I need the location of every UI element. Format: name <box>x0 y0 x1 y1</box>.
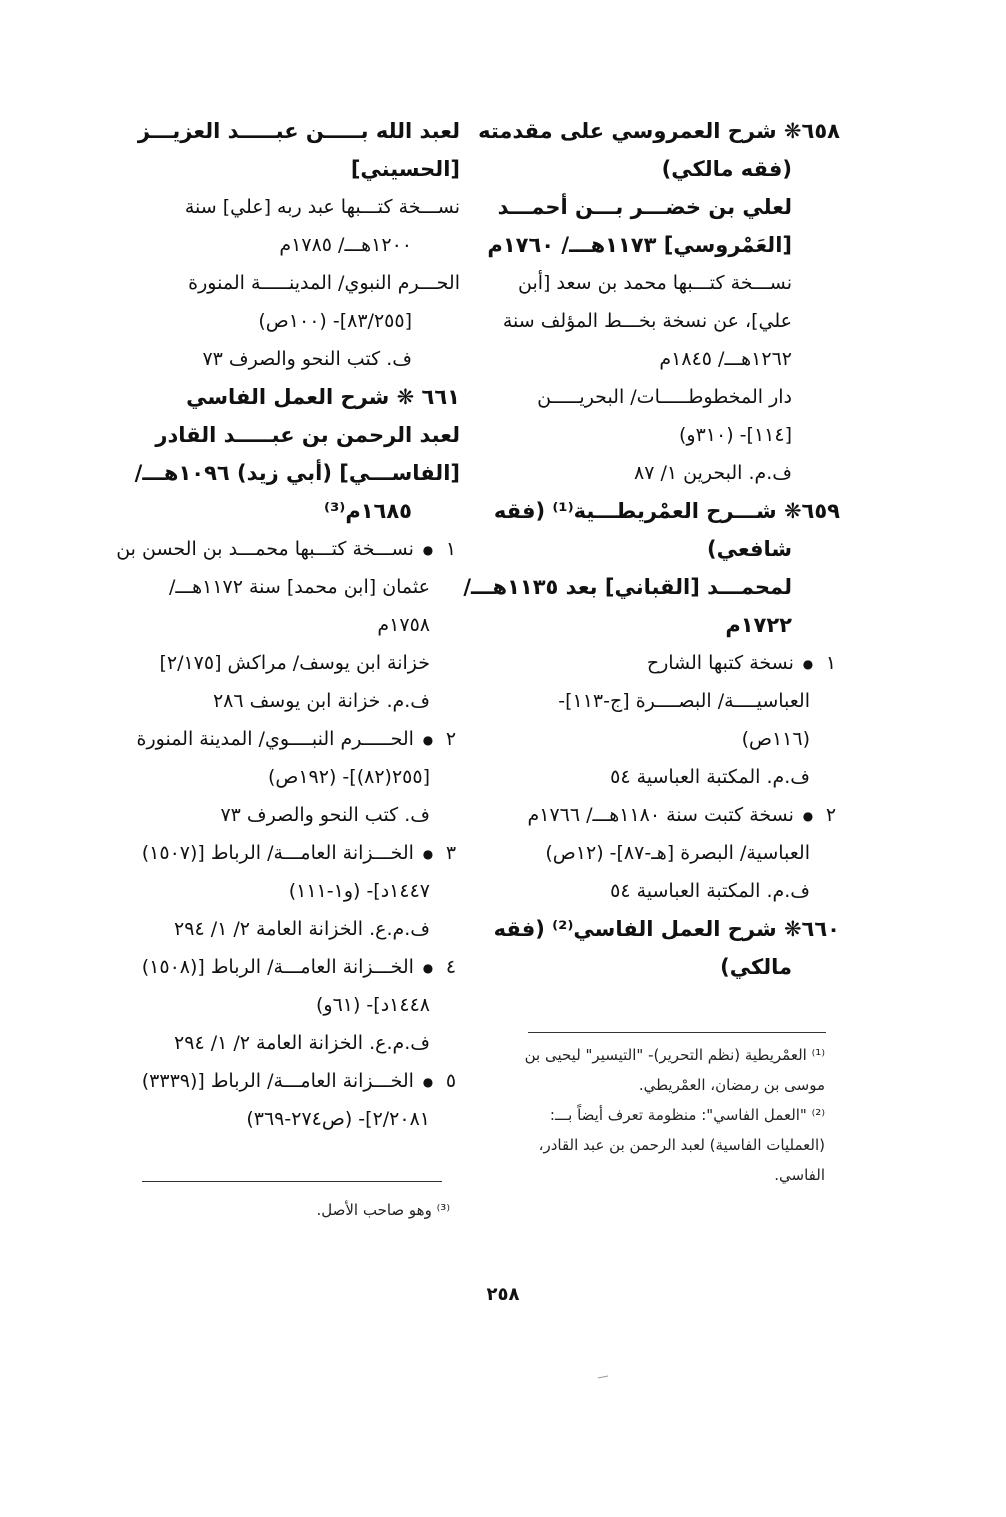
entry-659-copy-2-catalog-ref: ف.م. المكتبة العباسية ٥٤ <box>610 880 810 902</box>
entry-659-subject: شافعي) <box>707 537 792 561</box>
entry-659-copy-1-catalog-ref: ف.م. المكتبة العباسية ٥٤ <box>610 766 810 788</box>
footnote-2-cont: الفاسي. <box>774 1166 825 1184</box>
entry-661-copy-1-date: ١٧٥٨م <box>377 614 430 636</box>
entry-661-copy-2-shelfmark: [٢٥٥(٨٢)]- (١٩٢ص) <box>267 766 430 788</box>
entry-658-library: دار المخطوطـــــات/ البحريـــــن <box>537 386 792 408</box>
copy-number: ٢ <box>445 728 457 750</box>
entry-658-author: لعلي بن خضـــر بـــن أحمـــد <box>497 195 792 219</box>
entry-661-author-date-ad: ١٦٨٥م⁽³⁾ <box>324 499 412 523</box>
copy-text: الخـــزانة العامـــة/ الرباط [(١٥٠٧) <box>141 842 414 864</box>
scan-speck-mark <box>598 1375 608 1379</box>
entry-659-title: ٦٥٩❋ شـــرح العمْريطـــية⁽¹⁾ (فقه <box>493 499 840 523</box>
entry-661-copy-3-catalog-ref: ف.م.ع. الخزانة العامة ٢/ ١/ ٢٩٤ <box>174 918 430 940</box>
entry-661-copy-4-shelfmark: ١٤٤٨د]- (٦١و) <box>315 994 430 1016</box>
bullet-icon: ● <box>422 732 434 747</box>
entry-658-title: ٦٥٨❋ شرح العمروسي على مقدمته <box>478 119 840 143</box>
entry-659-copy-1-library: العباسيــــة/ البصــــرة [ج-١١٣]- <box>558 690 810 712</box>
entry-661-copy-5 <box>110 1062 460 1100</box>
entry-658-catalog-ref: ف.م. البحرين ١/ ٨٧ <box>633 462 792 484</box>
entry-660-copy-date: ١٢٠٠هـــ/ ١٧٨٥م <box>279 234 412 256</box>
footnote-divider <box>142 1181 442 1182</box>
entry-661-copy-2-catalog-ref: ف. كتب النحو والصرف ٧٣ <box>220 804 430 826</box>
copy-number: ٥ <box>445 1070 457 1092</box>
bullet-icon: ● <box>422 1074 434 1089</box>
entry-659-copy-1-shelfmark: (١١٦ص) <box>741 728 810 750</box>
entry-661-title: ٦٦١ ❋ شرح العمل الفاسي <box>186 385 460 409</box>
copy-text: الحـــــرم النبــــوي/ المدينة المنورة <box>136 728 414 750</box>
page-number: ٢٥٨ <box>486 1284 520 1305</box>
copy-number: ٢ <box>825 804 837 826</box>
entry-660-copy-line: نســـخة كتـــبها عبد ربه [علي] سنة <box>184 196 460 218</box>
entry-659-copy-1 <box>485 644 840 682</box>
left-column <box>110 112 460 1138</box>
footnotes-left <box>120 1195 450 1225</box>
entry-658-copy-line: نســـخة كتـــبها محمد بن سعد [أبن <box>518 272 792 294</box>
copy-text: نســـخة كتـــبها محمـــد بن الحسن بن <box>116 538 414 560</box>
entry-660-catalog-ref: ف. كتب النحو والصرف ٧٣ <box>202 348 412 370</box>
copy-text: نسخة كتبت سنة ١١٨٠هـــ/ ١٧٦٦م <box>527 804 794 826</box>
entry-661-copy-2 <box>110 720 460 758</box>
entry-661-author: لعبد الرحمن بن عبـــــد القادر <box>155 423 460 447</box>
copy-number: ١ <box>825 652 837 674</box>
entry-658-copy-date: ١٢٦٢هـــ/ ١٨٤٥م <box>659 348 792 370</box>
right-column <box>463 112 840 986</box>
entry-661-copy-1 <box>110 530 460 568</box>
footnote-3: ⁽³⁾ وهو صاحب الأصل. <box>316 1201 450 1219</box>
footnote-1-cont: موسى بن رمضان، العمْريطي. <box>638 1076 825 1094</box>
footnote-divider <box>528 1032 826 1033</box>
copy-number: ٣ <box>445 842 457 864</box>
entry-661-copy-3-shelfmark: ١٤٤٧د]- (و١-١١١) <box>288 880 430 902</box>
entry-661-copy-1-catalog-ref: ف.م. خزانة ابن يوسف ٢٨٦ <box>212 690 430 712</box>
entry-658-shelfmark: [١١٤]- (٣١٠و) <box>679 424 792 446</box>
copy-text: الخـــزانة العامـــة/ الرباط [(١٥٠٨) <box>141 956 414 978</box>
copy-text: نسخة كتبها الشارح <box>646 652 794 674</box>
entry-661-author-dates: [الفاســـي] (أبي زيد) ١٠٩٦هـــ/ <box>134 461 460 485</box>
entry-659-author: لمحمـــد [القباني] بعد ١١٣٥هـــ/ <box>463 575 792 599</box>
entry-661-copy-4-catalog-ref: ف.م.ع. الخزانة العامة ٢/ ١/ ٢٩٤ <box>174 1032 430 1054</box>
bullet-icon: ● <box>802 656 814 671</box>
entry-661-copy-5-shelfmark: ٢/٢٠٨١]- (ص٢٧٤-٣٦٩) <box>246 1108 430 1130</box>
entry-661-copy-1-library: خزانة ابن يوسف/ مراكش [٢/١٧٥] <box>159 652 430 674</box>
bullet-icon: ● <box>422 542 434 557</box>
entry-660-subject: مالكي) <box>720 955 792 979</box>
entry-658-author-dates: [العَمْروسي] ١١٧٣هـــ/ ١٧٦٠م <box>487 233 792 257</box>
entry-661-copy-3 <box>110 834 460 872</box>
entry-660-library: الحـــرم النبوي/ المدينـــــة المنورة <box>188 272 460 294</box>
entry-660-shelfmark: [٨٣/٢٥٥]- (١٠٠ص) <box>258 310 412 332</box>
bullet-icon: ● <box>422 960 434 975</box>
entry-660-author-nisba: [الحسيني] <box>350 157 460 181</box>
entry-659-copy-2-library: العباسية/ البصرة [هـ-٨٧]- (١٢ص) <box>545 842 810 864</box>
entry-658-copy-line: علي]، عن نسخة بخـــط المؤلف سنة <box>502 310 792 332</box>
footnote-2: ⁽²⁾ "العمل الفاسي": منظومة تعرف أيضاً بـــ: <box>549 1106 825 1124</box>
entry-661-copy-1-line: عثمان [ابن محمد] سنة ١١٧٢هـــ/ <box>168 576 430 598</box>
entry-660-title: ٦٦٠❋ شرح العمل الفاسي⁽²⁾ (فقه <box>493 917 840 941</box>
entry-659-author-dates: ١٧٢٢م <box>725 613 792 637</box>
footnote-2-cont: (العمليات الفاسية) لعبد الرحمن بن عبد القادر، <box>538 1136 825 1154</box>
copy-text: الخـــزانة العامـــة/ الرباط [(٣٣٣٩) <box>141 1070 414 1092</box>
bullet-icon: ● <box>422 846 434 861</box>
footnotes-right <box>495 1040 825 1190</box>
bullet-icon: ● <box>802 808 814 823</box>
copy-number: ١ <box>445 538 457 560</box>
copy-number: ٤ <box>445 956 457 978</box>
entry-658-subject: (فقه مالكي) <box>661 157 792 181</box>
entry-661-copy-4 <box>110 948 460 986</box>
entry-659-copy-2 <box>485 796 840 834</box>
footnote-1: ⁽¹⁾ العمْريطية (نظم التحرير)- "التيسير" ليحيى بن <box>524 1046 825 1064</box>
entry-660-author: لعبد الله بـــــن عبـــــد العزيـــز <box>137 119 460 143</box>
